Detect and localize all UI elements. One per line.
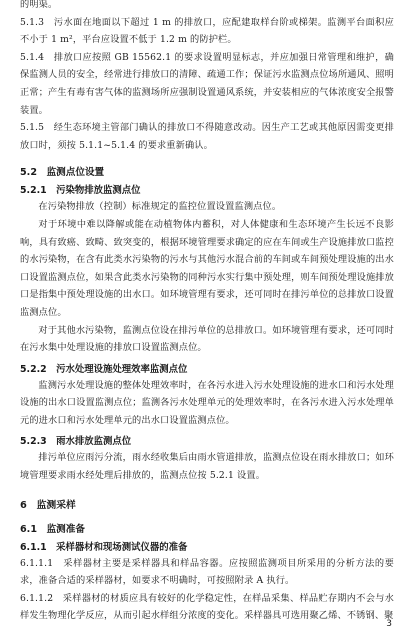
paragraph: 对于其他水污染物，监测点位设在排污单位的总排放口。如环境管理有要求，还可同时在污水集中处理设施的排放口设置监测点位。 [20,324,394,354]
page-number: 3 [386,619,392,629]
section-5-2-2-heading: 5.2.2 污水处理设施处理效率监测点位 [20,363,188,375]
section-6-1-1-heading: 6.1.1 采样器材和现场测试仪器的准备 [20,541,188,553]
clause-6-1-1-1: 6.1.1.1 采样器材主要是采样器具和样品容器。应按照监测项目所采用的分析方法的要求，准备合适的采样器材，如要求不明确时，可按照附录 A 执行。 [20,557,394,587]
paragraph: 对于环境中难以降解或能在动植物体内蓄积，对人体健康和生态环境产生长远不良影响，具有致癌、致畸、致突变的，根据环境管理要求确定的应在车间或生产设施排放口监控的水污染物，在含有此类水污染物的污水与其他污水混合前的车间或车间预处理设施的出水口设置监测点位，如果含此类水污染物的同种污水实行集中预处理，则车间预处理设施排放口是指集中预处理设施的出水口。如环境管理有要求，还可同时在排污单位的总排放口设置监测点位。 [20,218,394,318]
clause-6-1-1-2: 6.1.1.2 采样器材的材质应具有较好的化学稳定性，在样品采集、样品贮存期内不会与水样发生物理化学反应，从而引起水样组分浓度的变化。采样器具可选用聚乙烯、不锈钢、聚 [20,592,394,622]
clause-5-1-5: 5.1.5 经生态环境主管部门确认的排放口不得随意改动。因生产工艺或其他原因需变更排放口时，须按 5.1.1~5.1.4 的要求重新确认。 [20,122,394,151]
paragraph: 排污单位应雨污分流，雨水经收集后由雨水管道排放，监测点位设在雨水排放口；如环境管理要求雨水经处理后排放的，监测点位按 5.2.1 设置。 [20,452,394,482]
clause-5-1-3: 5.1.3 污水面在地面以下超过 1 m 的排放口，应配建取样台阶或梯架。监测平台面积应不小于 1 m²，平台应设置不低于 1.2 m 的防护栏。 [20,16,394,46]
clause-5-1-4: 5.1.4 排放口应按照 GB 15562.1 的要求设置明显标志，并应加强日常管理和维护，确保监测人员的安全，经常进行排放口的清障、疏通工作；保证污水监测点位场所通风、照明正常；产生有毒有害气体的监测场所应强制设置通风系统，并安装相应的气体浓度安全报警装置。 [20,51,394,116]
section-6-heading: 6 监测采样 [20,499,76,511]
section-6-1-heading: 6.1 监测准备 [20,523,85,535]
section-5-2-1-heading: 5.2.1 污染物排放监测点位 [20,185,141,197]
paragraph: 在污染物排放（控制）标准规定的监控位置设置监测点位。 [38,201,282,213]
text-line: 的明渠。 [20,0,58,10]
section-5-2-3-heading: 5.2.3 雨水排放监测点位 [20,436,132,448]
section-5-2-heading: 5.2 监测点位设置 [20,167,105,179]
paragraph: 监测污水处理设施的整体处理效率时，在各污水进入污水处理设施的进水口和污水处理设施的出水口设置监测点位；监测各污水处理单元的处理效率时，在各污水进入污水处理单元的进水口和污水处理单元的出水口设置监测点位。 [20,379,394,426]
